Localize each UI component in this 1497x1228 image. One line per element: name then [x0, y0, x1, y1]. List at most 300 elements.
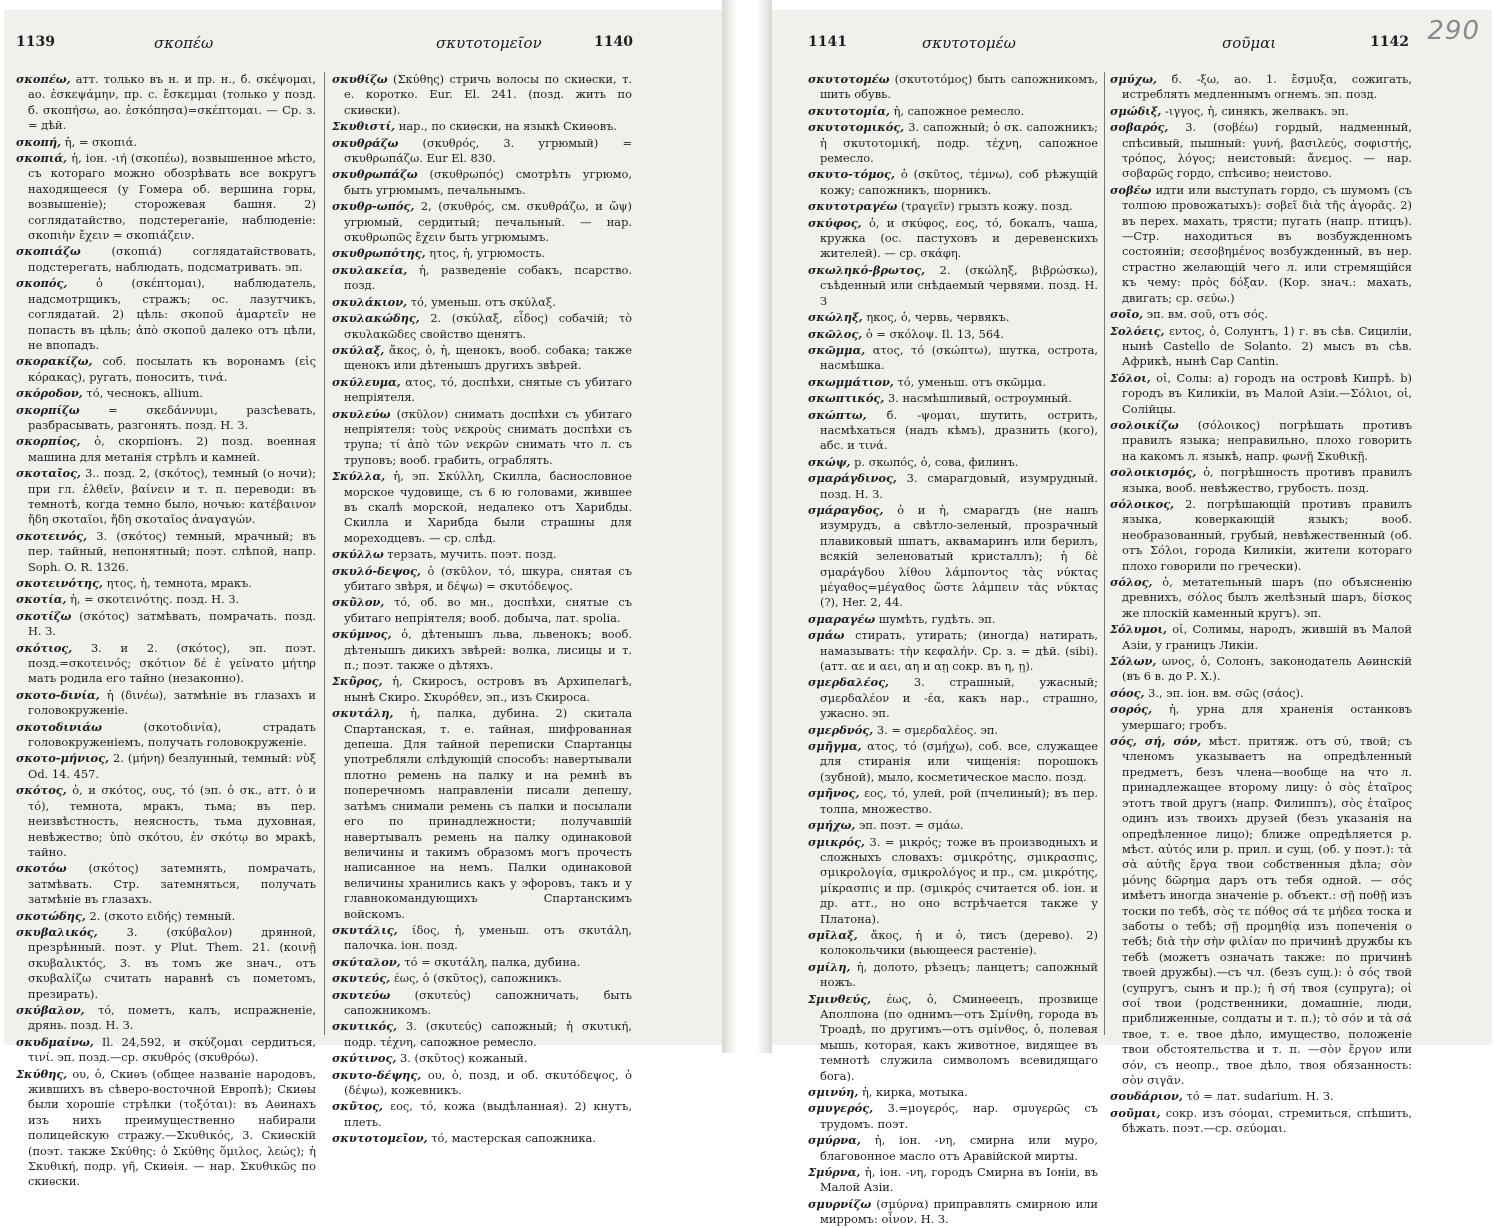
entry-definition: τό, уменьш. отъ σκύλαξ. — [410, 294, 556, 309]
dictionary-entry — [808, 675, 1098, 721]
dictionary-entry — [332, 955, 632, 970]
entry-definition: эп. вм. σοῦ, отъ σός. — [1146, 307, 1268, 322]
entry-headword: σκυτεύω — [332, 987, 391, 1002]
dictionary-entry — [16, 592, 316, 607]
entry-headword: σκορπίος, — [16, 434, 81, 449]
dictionary-entry — [1110, 622, 1412, 653]
entry-definition: τό = σκυτάλη, палка, дубина. — [404, 954, 581, 969]
dictionary-entry — [808, 928, 1098, 959]
dictionary-entry — [16, 720, 316, 751]
dictionary-entry — [1110, 183, 1412, 306]
entry-definition: ου, ὁ, Скиѳъ (общее названіе народовъ, жившихъ въ сѣверо-восточной Европѣ); Скиѳы были хорошіе стрѣлки (τοξόται): въ Аѳинахъ изъ нихъ преимущественно набирали полицейскую стражу.—Σκυθικός, 3. Скиѳскій (поэт. также Σκύθης: ὁ Σκύθης ὅμιλος, λεώς); ἡ Σκυθική, подр. γῆ, Скиѳія. — нар. Σκυθικῶς по скиѳски. — [28, 1066, 316, 1189]
dictionary-entry — [808, 1085, 1098, 1100]
entry-definition: терзать, мучить. поэт. позд. — [387, 547, 557, 562]
right-page-header — [772, 34, 1492, 54]
entry-headword: σκορακίζω, — [16, 354, 93, 369]
entry-headword: σκῶμμα, — [808, 342, 866, 357]
entry-definition: εντος, ὁ, Солунтъ, 1) г. въ сѣв. Сициліи, нынѣ Castello de Solanto. 2) мысъ въ сѣв. Африкѣ, нынѣ Cap Cantin. — [1122, 323, 1413, 369]
entry-definition: ου, ὁ, позд, и об. σκυτόδεψος, ὁ (δέψω), кожевникъ. — [344, 1067, 632, 1097]
entry-headword: σόλος, — [1110, 575, 1153, 589]
entry-definition: εος, τό, кожа (выдѣланная). 2) кнутъ, плеть. — [344, 1099, 632, 1129]
entry-headword: σκοτεινότης, — [16, 576, 103, 590]
entry-definition: (σκότος) затмѣвать, помрачать. позд. Н. З. — [28, 608, 316, 639]
column — [808, 72, 1099, 1227]
dictionary-entry — [16, 925, 316, 1002]
page-number: 1142 — [1370, 34, 1409, 50]
entry-definition: 3. (σκότος) темный, мрачный; въ пер. тайный, непонятный; поэт. слѣпой, напр. Soph. O. R. 1326. — [28, 528, 316, 574]
entry-definition: шумѣть, гудѣть. эп. — [878, 611, 996, 626]
entry-definition: (σκυτοτόμος) быть сапожникомъ, шить обувь. — [820, 72, 1099, 102]
entry-headword: σμάω — [808, 628, 845, 643]
page-number: 1139 — [16, 34, 55, 50]
dictionary-entry — [332, 547, 632, 562]
dictionary-entry — [332, 1051, 632, 1066]
entry-headword: σκότιος, — [16, 640, 73, 655]
entry-headword: σμῖλαξ, — [808, 927, 858, 942]
entry-definition: ὁ, и σκότος, ους, τό (эп. ὁ σκ., атт. ὁ и τό), темнота, мракъ, тьма; въ пер. неизвѣстность, неясность, тьма духовная, невѣжество; ὑπὸ σκότου, ἐν σκότῳ во мракѣ, тайно. — [28, 783, 316, 859]
dictionary-entry — [332, 295, 632, 310]
dictionary-entry — [1110, 686, 1412, 701]
entry-headword: σκυτικός, — [332, 1019, 398, 1034]
entry-definition: ητος, ἡ, угрюмость. — [429, 246, 546, 261]
entry-definition: ὁ (σκέπτομαι), наблюдатель, надсмотрщикъ, стражъ; ос. лазутчикъ, соглядатай. 2) цѣль: σκοποῦ ἁμαρτεῖν не попасть въ цѣль; ἀπὸ σκοποῦ далеко отъ цѣли, не впопадъ. — [28, 276, 316, 352]
entry-headword: σκόροδον, — [16, 386, 83, 401]
dictionary-entry — [16, 688, 316, 719]
dictionary-entry — [808, 1165, 1098, 1196]
dictionary-entry — [1110, 307, 1412, 322]
entry-headword: σμῆνος, — [808, 786, 860, 801]
entry-headword: σκύταλον, — [332, 954, 401, 969]
dictionary-entry — [332, 263, 632, 294]
entry-definition: (σκυτεύς) сапожничать, быть сапожникомъ. — [344, 987, 632, 1017]
entry-headword: σκύβαλον, — [16, 1002, 85, 1017]
dictionary-entry — [1110, 371, 1412, 417]
dictionary-entry — [1110, 702, 1412, 733]
dictionary-entry — [332, 311, 632, 342]
entry-definition: ατος, τό, доспѣхи, снятые съ убитаго непріятеля. — [344, 374, 633, 405]
running-head-word: σκοπέω — [154, 34, 214, 52]
dictionary-entry — [808, 503, 1098, 611]
entry-headword: σμυρνίζω — [808, 1196, 872, 1211]
entry-definition: р. σκωπός, ὁ, сова, филинъ. — [854, 454, 1019, 469]
dictionary-entry — [1110, 734, 1412, 1088]
running-head-word: σοῦμαι — [1222, 34, 1277, 52]
entry-definition: τό = лат. sudarium. Н. З. — [1186, 1089, 1334, 1104]
dictionary-entry — [332, 343, 632, 374]
entry-headword: σοβαρός, — [1110, 120, 1169, 135]
entry-definition: ὁ (σκῦλον, τό, шкура, снятая съ убитаго звѣря, и δέψω) = σκυτόδεψος. — [344, 563, 633, 593]
entry-definition: τό, уменьш. отъ σκῶμμα. — [897, 374, 1047, 389]
entry-headword: σμῆγμα, — [808, 739, 862, 754]
entry-definition: ὁ и ἡ, смарагдъ (не нашъ изумрудъ, а свѣтло-зеленый, прозрачный плавиковый шпатъ, аквамаринъ или берилъ, всякій зеленоватый кристаллъ); ἡ δὲ σμαράγδου λίθου λάμποντος τὰς νύκτας μέγαθος=μέγαθος ὥστε λάμπειν τὰς νύκτας (?), Her. 2, 44. — [820, 502, 1098, 610]
entry-definition: сокр. изъ σόομαι, стремиться, спѣшить, бѣжать. поэт.—ср. σεύομαι. — [1122, 1105, 1412, 1136]
entry-definition: 3. (σκύβαλον) дрянной, презрѣнный. поэт. у Plut. Them. 21. (κοινῇ σκυβαλικτός, 3. въ томъ же знач., отъ σκυβαλίζω считать наравнѣ съ пометомъ, презирать). — [28, 924, 317, 1001]
dictionary-entry — [808, 960, 1098, 991]
dictionary-entry — [1110, 1106, 1412, 1137]
entry-definition: ὁ, скорпіонъ. 2) позд. военная машина для метанія стрѣлъ и камней. — [28, 434, 317, 464]
entry-definition: οἱ, Солы: а) городъ на островѣ Кипрѣ. b) городъ въ Киликіи, въ Малой Азіи.—Σόλιοι, οἱ, Солійцы. — [1122, 370, 1413, 416]
entry-definition: ὁ (σκῦτος, τέμνω), соб рѣжущій кожу; сапожникъ, шорникъ. — [820, 167, 1098, 197]
page-number: 1141 — [808, 34, 847, 50]
entry-definition: έως, ὁ, Сминѳеецъ, прозвище Аполлона (по однимъ—отъ Σμίνθη, города въ Троадѣ, по другимъ—отъ σμίνθος, ὁ, полевая мышь, которая, какъ животное, видящее въ темнотѣ служила символомъ всевидящаго бога). — [820, 991, 1098, 1083]
dictionary-entry — [1110, 324, 1412, 370]
entry-definition: ἡ, = σκοπιά. — [64, 134, 137, 149]
entry-definition: 2. (σκώληξ, βιβρώσκω), съѣденный или снѣдаемый червями. позд. Н. З — [820, 262, 1098, 308]
entry-definition: (σκυθρός, 3. угрюмый) = σκυθρωπάζω. Eur El. 830. — [344, 135, 632, 166]
dictionary-entry — [332, 136, 632, 167]
dictionary-entry — [332, 1099, 632, 1130]
entry-definition: нар., по скиѳски, на языкѣ Скиѳовъ. — [398, 119, 618, 134]
entry-definition: 2. погрѣшающій противъ правилъ языка, коверкающій языкъ; вооб. необразованный, грубый, невѣжественный (об. отъ Σόλοι, города Киликіи, жители котораго плохо говорили по гречески). — [1122, 496, 1413, 573]
dictionary-entry — [16, 576, 316, 591]
entry-headword: σκυτοτραγέω — [808, 199, 898, 214]
dictionary-entry — [1110, 120, 1412, 182]
entry-definition: ίδος, ἡ, уменьш. отъ σκυτάλη, палочка. іон. позд. — [344, 922, 632, 953]
book-gutter — [722, 0, 772, 1053]
dictionary-entry — [332, 627, 632, 673]
entry-definition: 3. = μικρός; тоже въ производныхъ и сложныхъ словахъ: σμικρότης, σμικρασπις, σμικρολογία, σμικρολόγος и пр., см. μικρότης, μίκρασπις и пр. (σμικρός считается об. іон. и др. атт., но оно встрѣчается также у Платона). — [820, 834, 1099, 926]
dictionary-entry — [808, 343, 1098, 374]
dictionary-entry — [16, 354, 316, 385]
entry-definition: (τραγεῖν) грызть кожу. позд. — [901, 199, 1073, 214]
entry-definition: ἡ, Скиросъ, островъ въ Архипелагѣ, нынѣ Скиро. Σκυρόθεν, эп., изъ Скироса. — [344, 674, 633, 704]
entry-headword: σκοταῖος, — [16, 466, 81, 481]
entry-headword: σκοτία, — [16, 592, 67, 607]
dictionary-entry — [808, 1197, 1098, 1228]
entry-headword: σκοτοδινιάω — [16, 719, 102, 734]
entry-headword: σκῦλον, — [332, 595, 385, 610]
dictionary-entry — [16, 434, 316, 465]
entry-headword: σμύρνα, — [808, 1133, 861, 1148]
entry-definition: τό, пометъ, калъ, испражненіе, дрянь. позд. Н. З. — [28, 1002, 316, 1033]
entry-headword: σκωμμάτιον, — [808, 374, 894, 389]
dictionary-entry — [808, 471, 1098, 502]
left-page — [4, 10, 722, 1189]
entry-headword: σκύτινος, — [332, 1051, 397, 1066]
dictionary-entry — [1110, 465, 1412, 496]
dictionary-entry — [808, 310, 1098, 325]
entry-definition: έως, ὁ (σκῦτος), сапожникъ. — [393, 971, 562, 986]
entry-definition: ἡ, = σκοτεινότης. позд. Н. З. — [70, 592, 240, 607]
dictionary-entry — [16, 403, 316, 434]
entry-definition: -ιγγος, ἡ, синякъ, желвакъ. эп. — [1165, 103, 1349, 118]
entry-headword: σμίλη, — [808, 959, 851, 974]
dictionary-entry — [332, 1131, 632, 1146]
dictionary-entry — [16, 861, 316, 907]
entry-headword: σκυθρωπότης, — [332, 246, 426, 261]
entry-headword: σκυτο-δέψης, — [332, 1067, 422, 1082]
entry-definition: Il. 24,592, и σκύζομαι сердиться, τινί. эп. позд.—ср. σκυθρός (σκυθρόω). — [28, 1034, 316, 1065]
dictionary-entry — [808, 1101, 1098, 1132]
dictionary-entry — [332, 971, 632, 986]
dictionary-entry — [16, 1035, 316, 1066]
entry-definition: б. -ξω, ао. 1. ἔσμυξα, сожигать, истреблять медленнымъ огнемъ. эп. позд. — [1122, 72, 1413, 102]
dictionary-entry — [1110, 104, 1412, 119]
entry-definition: ατος, τό (σμήχω), соб. все, служащее для стиранія или чищенія: порошокъ (зубной), мыло, косметическое масло. позд. — [820, 739, 1098, 784]
entry-definition: εος, τό, улей, рой (пчелиный); въ пер. толпа, множество. — [820, 786, 1099, 816]
dictionary-entry — [16, 466, 316, 528]
dictionary-entry — [1110, 654, 1412, 685]
dictionary-entry — [332, 564, 632, 595]
dictionary-entry — [332, 119, 632, 134]
entry-definition: 3. сапожный; ὁ σκ. сапожникъ; ἡ σκυτοτομική, подр. τέχνη, сапожное ремесло. — [820, 120, 1098, 166]
entry-headword: σκυτοτομία, — [808, 103, 890, 118]
entry-definition: атт. только въ н. и пр. н., б. σκέψομαι, ао. ἐσκεψάμην, пр. с. ἔσκεμμαι (только у позд. б. σκοπήσω, ао. ἐσκόπησα)=σκέπτομαι. — Ср. з. = дѣй. — [28, 72, 317, 133]
dictionary-entry — [332, 674, 632, 705]
dictionary-entry — [332, 199, 632, 245]
entry-definition: ἄκος, ὁ, ἡ, щенокъ, вооб. собака; также щенокъ или дѣтенышъ другихъ звѣрей. — [344, 342, 632, 373]
entry-definition: (σκυθρωπός) смотрѣть угрюмо, быть угрюмымъ, печальнымъ. — [344, 167, 633, 197]
entry-headword: σός, σή, σόν, — [1110, 734, 1202, 749]
entry-headword: σμώδιξ, — [1110, 103, 1162, 118]
dictionary-entry — [332, 1068, 632, 1099]
entry-headword: σκοπιά, — [16, 151, 68, 166]
entry-definition: мѣст. притяж. отъ σύ, твой; съ членомъ указываетъ на опредѣленный предметъ, безъ члена—вообще на что л. принадлежащее второму лицу: ὁ σὸς ἑταῖρος этотъ твой другъ (напр. Филиппъ), σὸς ἑταῖρος одинъ изъ твоихъ друзей (безъ указанія на опредѣленное лицо); ближе опредѣляется р. мѣст. αὐτός или р. прил. и сущ. (об. у поэт.): τὰ σὰ αὐτῆς ἔργα твои собственныя дѣла; σὸν μόνης δῶρημα даръ отъ тебя одной. — σός имѣетъ иногда значеніе р. объект.: σῇ ποθῇ изъ тоски по тебѣ, σὸς τε πόθος σά τε μήδεα тоска и заботы о тебѣ; σῇ προμηθίᾳ изъ попеченія о тебѣ; διὰ τὴν σὴν φιλίαν по причинѣ дружбы къ тебѣ (можетъ означать также: по причинѣ твоей дружбы).—съ чл. (безъ сущ.): ὁ σός твой (супругъ, сынъ и пр.); ἡ σή твоя (супруга); οἱ σοί твои (родственники, домашніе, люди, приближенные, солдаты и т. п.); τὸ σόν и τὰ σά твое, т. е. твое дѣло, имущество, положеніе твои обстоятельства и т. п. —σὸν ἔργον или σόν, съ неопр., твое дѣло, твоя обязанность: σὸν σιγᾶν. — [1122, 734, 1413, 1087]
entry-definition: τό, мастерская сапожника. — [431, 1131, 596, 1146]
entry-headword: σκυδμαίνω, — [16, 1034, 94, 1049]
entry-headword: σκοτεινός, — [16, 528, 88, 543]
entry-definition: эп. поэт. = σμάω. — [858, 818, 964, 833]
entry-definition: τό, об. во мн., доспѣхи, снятые съ убитаго непріятеля; вооб. добыча, лат. spolia. — [344, 595, 633, 625]
dictionary-entry — [808, 739, 1098, 785]
entry-headword: σκώψ, — [808, 454, 851, 469]
entry-definition: б. -ψομαι, шутить, острить, насмѣхаться (надъ кѣмъ), дразнить (кого), абс. и τινά. — [820, 407, 1098, 453]
dictionary-entry — [808, 263, 1098, 309]
entry-headword: σολοικισμός, — [1110, 465, 1197, 480]
entry-definition: ὁ = σκόλοψ. Il. 13, 564. — [865, 326, 1005, 341]
entry-definition: соб. посылать къ воронамъ (εἰς κόρακας), ругать, поносить, τινά. — [28, 354, 316, 384]
entry-headword: σμερδαλέος, — [808, 675, 890, 690]
entry-definition: идти или выступать гордо, съ шумомъ (съ толпою провожатыхъ): σοβεῖ διὰ τῆς ἀγορᾶς. 2) въ перех. махать, трясти; пугать (напр. птицъ).—Стр. находиться въ возбужденномъ состояніи; σεσοβημένος возбужденный, въ нер. страстно желающій чего л. или стремящійся къ чему: πρὸς δόξαν. (Кор. знач.: махать, двигать; ср. σεύω.) — [1122, 182, 1412, 305]
entry-definition: ωνος, ὁ, Солонъ, законодатель Аѳинскій (въ 6 в. до Р. Х.). — [1122, 654, 1412, 684]
dictionary-entry — [808, 216, 1098, 262]
entry-definition: ὁ, дѣтенышъ льва, львенокъ; вооб. дѣтенышъ дикихъ звѣрей: волка, лисицы и т. п.; поэт. также о дѣтяхъ. — [344, 627, 633, 673]
entry-definition: стирать, утирать; (иногда) натирать, намазывать: τὴν κεφαλήν. Ср. з. = дѣй. (sibi). (атт. αε и αει, αη и αῃ сокр. въ η, ῃ). — [820, 628, 1099, 674]
entry-headword: σμυγερός, — [808, 1101, 874, 1116]
entry-headword: σορός, — [1110, 702, 1153, 717]
dictionary-entry — [332, 988, 632, 1019]
dictionary-entry — [808, 1133, 1098, 1164]
entry-headword: σμαραγέω — [808, 611, 876, 626]
entry-headword: σκοτόω — [16, 861, 67, 876]
entry-headword: σόος, — [1110, 685, 1145, 700]
entry-headword: σκυθίζω — [332, 72, 388, 86]
entry-headword: σοῦμαι, — [1110, 1105, 1161, 1120]
entry-definition: ὁ, погрѣшность противъ правилъ языка, вооб. невѣжество, грубость. позд. — [1122, 465, 1412, 495]
entry-headword: σοβέω — [1110, 182, 1152, 197]
dictionary-entry — [808, 455, 1098, 470]
entry-headword: σκῦτος, — [332, 1099, 384, 1114]
entry-definition: ἡ, кирка, мотыка. — [861, 1085, 968, 1099]
entry-definition: ητος, ἡ, темнота, мракъ. — [106, 576, 252, 590]
entry-headword: σμάραγδος, — [808, 502, 884, 517]
entry-headword: σκυτάλη, — [332, 706, 394, 721]
dictionary-entry — [808, 835, 1098, 927]
entry-definition: ὁ, и σκύφος, εος, τό, бокалъ, чаша, кружка (ос. пастуховъ и деревенскихъ жителей). — ср. σκάφη. — [820, 215, 1098, 261]
dictionary-entry — [808, 818, 1098, 833]
entry-definition: ατος, τό (σκώπτω), шутка, острота, насмѣшка. — [820, 342, 1098, 373]
entry-headword: σκορπίζω — [16, 402, 80, 417]
dictionary-entry — [16, 1067, 316, 1190]
entry-headword: σκύλαξ, — [332, 342, 385, 357]
entry-definition: ἡ (δινέω), затмѣніе въ глазахъ и головокруженіе. — [28, 687, 316, 718]
entry-headword: σμύχω, — [1110, 72, 1157, 86]
dictionary-entry — [332, 469, 632, 546]
entry-definition: ἡ, палка, дубина. 2) скитала Спартанская, т. е. тайная, шифрованная депеша. Для тайной переписки Спартанцы употребляли слѣдующій способъ: навертывали плотно ремень на палку и на ремнѣ въ поперечномъ направленіи писали депешу, затѣмъ снимали ремень съ палки и посылали его по принадлежности; получавшій навертывалъ ремень на палку одинаковой величины и такимъ образомъ могъ прочесть написанное на немъ. Палки одинаковой величины хранились какъ у эфоровъ, такъ и у главнокомандующихъ Спартанскимъ войскомъ. — [344, 706, 632, 921]
entry-headword: σμικρός, — [808, 834, 865, 849]
entry-headword: Σκύλλα, — [332, 469, 386, 484]
entry-headword: Σμινθεύς, — [808, 991, 872, 1006]
entry-headword: σκυβαλικός, — [16, 924, 98, 939]
dictionary-entry — [1110, 1089, 1412, 1104]
dictionary-entry — [808, 167, 1098, 198]
entry-headword: σκοπέω, — [16, 72, 71, 86]
entry-headword: σκοτο-μήνιος, — [16, 751, 110, 766]
dictionary-entry — [1110, 418, 1412, 464]
entry-definition: ἡ, разведеніе собакъ, псарство. позд. — [344, 262, 632, 293]
entry-definition: (σκοτοδινία), страдать головокруженіемъ, получать головокруженіе. — [28, 719, 316, 750]
dictionary-entry — [16, 276, 316, 353]
entry-headword: σκυθρωπάζω — [332, 167, 418, 182]
entry-headword: σκοπή, — [16, 134, 62, 149]
dictionary-entry — [808, 375, 1098, 390]
entry-headword: σμινύη, — [808, 1085, 859, 1099]
entry-definition: ὁ, метательный шаръ (по объясненію древнихъ, σόλος былъ желѣзный шаръ, δίσκος же плоскій каменный кругъ). эп. — [1122, 575, 1412, 620]
entry-headword: σκωπτικός, — [808, 391, 885, 406]
entry-headword: Σκυθιστί, — [332, 119, 396, 134]
entry-definition: 2. (μήνη) безлунный, темный: νὺξ Od. 14. 457. — [28, 751, 316, 781]
handwritten-page-annotation: 290 — [1427, 16, 1480, 46]
entry-headword: σμερδνός, — [808, 722, 874, 737]
entry-definition: 3.. позд. 2, (σκότος), темный (о ночи); при гл. ἐλθεῖν, βαίνειν и т. п. переводи: въ темнотѣ, когда темно было, ночью: κατέβαινον ἤδη σκοταῖοι, ἤδη σκοταῖος ἀναγαγών. — [28, 466, 316, 527]
entry-definition: 2, (σκυθρός, см. σκυθράζω, и ὤψ) угрюмый, сердитый; печальный. — нар. σκυθρωπῶς ἔχειν быть угрюмымъ. — [344, 199, 632, 245]
entry-definition: ηκος, ὁ, червь, червякъ. — [866, 310, 1010, 325]
entry-definition: 3. страшный, ужасный; σμερδαλέον и -έα, какъ нар., страшно, ужасно. эп. — [820, 675, 1099, 721]
entry-definition: 3. (σκῦτος) кожаный. — [400, 1051, 528, 1066]
entry-definition: 3. = σμερδαλέος. эп. — [876, 722, 999, 737]
dictionary-entry — [1110, 497, 1412, 574]
dictionary-entry — [16, 909, 316, 924]
entry-headword: σουδάριον, — [1110, 1089, 1183, 1104]
entry-headword: σκῶλος, — [808, 326, 863, 341]
entry-headword: Σόλυμοι, — [1110, 622, 1167, 637]
entry-headword: σκυτο-τόμος, — [808, 167, 895, 182]
dictionary-entry — [808, 723, 1098, 738]
dictionary-entry — [16, 1003, 316, 1034]
dictionary-entry — [16, 783, 316, 860]
entry-definition: (σκοπιά) соглядатайствовать, подстерегать, наблюдать, подсматривать. эп. — [28, 244, 316, 274]
dictionary-entry — [808, 327, 1098, 342]
entry-definition: 3., эп. іон. вм. σῶς (σάος). — [1148, 685, 1304, 700]
dictionary-entry — [16, 151, 316, 243]
entry-definition: 3. смарагдовый, изумрудный. позд. Н. З. — [820, 471, 1099, 501]
entry-definition: (Σκύθης) стричь волосы по скиѳски, т. е. коротко. Eur. El. 241. (позд. жить по скиѳски). — [344, 72, 632, 117]
right-page — [772, 10, 1492, 1227]
dictionary-entry — [16, 751, 316, 782]
entry-definition: ἡ, іон. -ιή (σκοπέω), возвышенное мѣсто, съ котораго можно обозрѣвать все вокругъ находящееся (у Гомера об. вершина горы, возвышеніе); сторожевая башня. 2) соглядатайство, подстереганіе, наблюденіе: σκοπιὴν ἔχειν = σκοπιάζειν. — [28, 151, 316, 243]
entry-definition: οἱ, Солимы, народъ, жившій въ Малой Азіи, у границъ Ликіи. — [1122, 622, 1412, 652]
entry-headword: σκυθρ-ωπός, — [332, 199, 415, 214]
column — [332, 72, 633, 1146]
dictionary-entry — [16, 135, 316, 150]
entry-definition: (σκῦλον) снимать доспѣхи съ убитаго непріятеля: τοὺς νεκροὺς снимать доспѣхи съ трупа; τί ἀπὸ τῶν νεκρῶν снимать что л. съ труповъ; вооб. грабить, ограблять. — [344, 406, 632, 467]
dictionary-entry — [808, 199, 1098, 214]
entry-headword: σοῖο, — [1110, 307, 1144, 322]
left-page-header — [4, 34, 722, 54]
dictionary-entry — [332, 923, 632, 954]
entry-definition: 3. и 2. (σκότος), эп. поэт. позд.=σκοτεινός; σκότιον δέ ἑ γείνατο μήτηρ мать родила его тайно (незаконно). — [28, 640, 316, 686]
dictionary-entry — [808, 408, 1098, 454]
entry-definition: τό, чеснокъ, allium. — [86, 386, 203, 401]
entry-definition: 3. (σοβέω) гордый, надменный, спѣсивый, пышный: γυνή, βασιλεύς, σοφιστής, τρόπος, λόγος; неистовый: ἄνεμος. — нар. σοβαρῶς гордо, спѣсиво; неистово. — [1122, 120, 1412, 181]
entry-definition: (σμύρνα) приправлять смирною или мирромъ: οἶνον. Н. З. — [820, 1196, 1098, 1227]
dictionary-entry — [332, 246, 632, 261]
entry-definition: ἡ, іон. -νη, смирна или муро, благовонное масло отъ Аравійской мирты. — [820, 1133, 1098, 1163]
dictionary-entry — [16, 641, 316, 687]
entry-definition: 2. (σκοτο ειδής) темный. — [89, 908, 236, 923]
dictionary-entry — [808, 612, 1098, 627]
dictionary-entry — [332, 72, 632, 118]
entry-headword: σμήχω, — [808, 818, 856, 833]
dictionary-entry — [808, 628, 1098, 674]
dictionary-entry — [16, 609, 316, 640]
dictionary-entry — [332, 706, 632, 922]
entry-headword: σκυλακώδης, — [332, 311, 420, 326]
entry-definition: 3. (σκυτεύς) сапожный; ἡ σκυτική, подр. τέχνη, сапожное ремесло. — [344, 1019, 632, 1049]
dictionary-entry — [808, 120, 1098, 166]
dictionary-entry — [332, 167, 632, 198]
dictionary-entry — [1110, 72, 1412, 103]
entry-headword: σκυτεύς, — [332, 971, 391, 986]
dictionary-entry — [332, 375, 632, 406]
column-divider — [324, 72, 325, 1035]
entry-definition: ἄκος, ἡ и ὁ, тисъ (дерево). 2) колокольчики (вьющееся растеніе). — [820, 927, 1098, 958]
dictionary-entry — [1110, 575, 1412, 621]
entry-headword: σκοτο-δινία, — [16, 687, 100, 702]
entry-headword: σκοπός, — [16, 276, 68, 291]
entry-headword: σκυλεύω — [332, 406, 391, 421]
entry-headword: σκυλακεία, — [332, 262, 408, 277]
entry-definition: ἡ, іон. -νη, городъ Смирна въ Іоніи, въ Малой Азіи. — [820, 1165, 1098, 1195]
entry-headword: Σκύθης, — [16, 1066, 68, 1081]
page-number: 1140 — [594, 34, 633, 50]
entry-definition: ἡ, эп. Σκύλλη, Скилла, баснословное морское чудовище, съ 6 ю головами, жившее въ скалѣ морской, недалеко отъ Харибды. Скилла и Харибда были страшны для мореходцевъ. — ср. слѣд. — [344, 469, 632, 545]
column — [16, 72, 317, 1189]
dictionary-entry — [808, 72, 1098, 103]
entry-definition: 3.=μογερός, нар. σμυγερῶς съ трудомъ. поэт. — [820, 1101, 1098, 1131]
entry-headword: σκωληκό-βρωτος, — [808, 262, 926, 277]
entry-headword: σκύφος, — [808, 215, 862, 230]
entry-headword: σκοτίζω — [16, 608, 72, 623]
dictionary-entry — [332, 595, 632, 626]
dictionary-entry — [16, 72, 316, 134]
entry-headword: σολοικίζω — [1110, 417, 1179, 432]
entry-definition: (σκότος) затемнять, помрачать, затмѣвать. Стр. затемняться, получать затмѣніе въ глазахъ. — [28, 861, 316, 907]
entry-headword: σκυτοτομικός, — [808, 120, 905, 135]
dictionary-entry — [808, 786, 1098, 817]
entry-headword: σκύλευμα, — [332, 374, 401, 389]
entry-headword: σκώπτω, — [808, 407, 867, 422]
entry-headword: σκυλό-δεψος, — [332, 563, 421, 578]
entry-headword: σκύμνος, — [332, 627, 392, 642]
dictionary-entry — [16, 386, 316, 401]
entry-headword: σόλοικος, — [1110, 496, 1175, 511]
running-head-word: σκυτοτομεῖον — [436, 34, 542, 52]
dictionary-entry — [808, 391, 1098, 406]
entry-headword: Σμύρνα, — [808, 1165, 861, 1180]
entry-headword: σκοτώδης, — [16, 908, 86, 923]
running-head-word: σκυτοτομέω — [922, 34, 1016, 52]
